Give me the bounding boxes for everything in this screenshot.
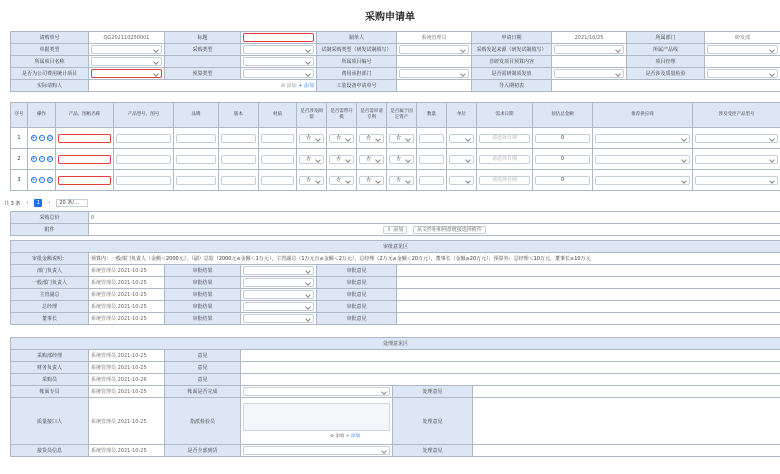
- item-input[interactable]: [221, 176, 256, 185]
- approval-row: [11, 301, 780, 313]
- approval-opinion-label: 审批意见: [317, 301, 397, 313]
- approval-row: [11, 277, 780, 289]
- pager-size-select[interactable]: 20 条/...: [56, 199, 87, 207]
- total-label: 采购总价: [11, 212, 89, 224]
- date-input[interactable]: 请选择日期: [479, 155, 530, 164]
- pager-page[interactable]: 1: [34, 199, 42, 207]
- item-yesno-select[interactable]: 否: [329, 134, 354, 143]
- approval-result-select[interactable]: [241, 265, 317, 277]
- process-no-field[interactable]: [397, 80, 472, 92]
- qty-input[interactable]: [419, 176, 444, 185]
- product-name-input[interactable]: [58, 155, 111, 164]
- item-yesno-select[interactable]: 否: [359, 134, 384, 143]
- header-label: 是否涉及质量检验: [627, 68, 705, 80]
- header-field: 研发部: [705, 32, 780, 44]
- column-header: 是否需带开模: [327, 103, 357, 128]
- approval-result-label: 审批结果: [165, 301, 241, 313]
- item-yesno-select[interactable]: 否: [359, 155, 384, 164]
- approval-opinion-label: 审批意见: [317, 265, 397, 277]
- import-label: 导入期初表: [472, 80, 552, 92]
- tax-opinion[interactable]: [473, 386, 780, 398]
- header-field[interactable]: [397, 44, 472, 56]
- column-header: 是否属于固定资产: [387, 103, 417, 128]
- tax-label: 帐面专员: [11, 386, 89, 398]
- header-label: [165, 56, 241, 68]
- page-title: 采购申请单: [365, 12, 415, 23]
- header-field: 系统管理员: [397, 32, 472, 44]
- upload-icon: ⇪: [387, 226, 392, 233]
- amount-cell[interactable]: [533, 170, 593, 191]
- header-label: 项目经理: [627, 56, 705, 68]
- unit-select[interactable]: [449, 176, 474, 185]
- item-select-cell[interactable]: [297, 149, 327, 170]
- item-input-cell[interactable]: [174, 149, 219, 170]
- header-field[interactable]: [89, 44, 165, 56]
- approval-role: 部门负责人: [11, 265, 89, 277]
- header-label: 试制采购类型（研发试制填写）: [317, 44, 397, 56]
- unit-cell[interactable]: [447, 170, 477, 191]
- qty-cell[interactable]: [417, 149, 447, 170]
- qty-input[interactable]: [419, 134, 444, 143]
- approval-rule-text: 预算内：一般部门负责人（金额＜2000元），（副）总监（2000元≤金额＜1万元），主管副总（1万元且≤金额＜2万元），总经理（2万元≤金额＜20万元），董事长（金额≥20万元）；预算外：总经理＜10万元，董事长≥10万元: [89, 253, 780, 265]
- item-yesno-select[interactable]: 否: [299, 176, 324, 185]
- header-select[interactable]: [243, 57, 314, 66]
- header-field[interactable]: [241, 68, 317, 80]
- processing-section-title: 处理意见区: [11, 338, 780, 350]
- remove-row-icon[interactable]: −: [39, 156, 44, 162]
- insp-who: 系统管理员 2021-10-25: [89, 445, 165, 457]
- column-header: 涉及受控产品型号: [693, 103, 780, 128]
- buyer-field[interactable]: ⊘ 添加 + 添加: [89, 80, 317, 92]
- approval-who: 系统管理员 2021-10-25: [89, 265, 165, 277]
- item-input[interactable]: [176, 176, 216, 185]
- header-label: 费用承担部门: [317, 68, 397, 80]
- header-label: 是否需研制项发放: [472, 68, 552, 80]
- import-field[interactable]: [552, 80, 780, 92]
- supplier-cell[interactable]: [593, 149, 693, 170]
- header-field[interactable]: [397, 68, 472, 80]
- buyer-add-link[interactable]: 添加: [286, 83, 297, 89]
- processing-key: 意见: [165, 362, 241, 374]
- item-input-cell[interactable]: [219, 149, 259, 170]
- header-select[interactable]: [399, 69, 469, 78]
- items-table: [10, 102, 780, 191]
- header-label: 预算类型: [165, 68, 241, 80]
- item-input[interactable]: [261, 155, 294, 164]
- supplier-select[interactable]: [595, 134, 690, 143]
- date-input[interactable]: 请选择日期: [479, 176, 530, 185]
- header-select[interactable]: [91, 57, 162, 66]
- model-select[interactable]: [695, 176, 778, 185]
- item-input-cell[interactable]: [219, 128, 259, 149]
- approval-result-label: 审批结果: [165, 313, 241, 325]
- processing-row: [11, 362, 780, 374]
- unit-select[interactable]: [449, 155, 474, 164]
- date-cell[interactable]: [477, 149, 533, 170]
- processing-role: 财务负责人: [11, 362, 89, 374]
- paperclip-icon: ⊘: [280, 83, 287, 89]
- processing-row: [11, 350, 780, 362]
- column-header: 序号: [11, 103, 28, 128]
- item-select-cell[interactable]: [327, 149, 357, 170]
- date-input[interactable]: 请选择日期: [479, 134, 530, 143]
- approval-section-title: 审批意见区: [11, 241, 780, 253]
- column-header: 是否需审请专利: [357, 103, 387, 128]
- approval-result-select[interactable]: [241, 301, 317, 313]
- header-label: 是否为公司费用统计项目: [11, 68, 89, 80]
- header-select[interactable]: [554, 69, 624, 78]
- remove-row-icon[interactable]: −: [39, 135, 44, 141]
- header-field[interactable]: [705, 68, 780, 80]
- approval-result-label: 审批结果: [165, 289, 241, 301]
- product-name-input[interactable]: [58, 176, 111, 185]
- item-input[interactable]: [116, 155, 171, 164]
- item-yesno-select[interactable]: 否: [299, 155, 324, 164]
- header-field[interactable]: [552, 44, 627, 56]
- pager-total: 共 3 条: [4, 200, 21, 207]
- approval-rule-label: 审批金额说明：: [11, 253, 89, 265]
- item-yesno-select[interactable]: 否: [329, 176, 354, 185]
- approval-who: 系统管理员 2021-10-25: [89, 277, 165, 289]
- item-input-cell[interactable]: [219, 170, 259, 191]
- tax-select[interactable]: [241, 386, 393, 398]
- approval-opinion-field[interactable]: [397, 301, 780, 313]
- product-name-cell[interactable]: [56, 170, 114, 191]
- item-yesno-select[interactable]: 否: [329, 155, 354, 164]
- copy-row-icon[interactable]: ⊙: [47, 135, 52, 141]
- header-label: 所属项目编号: [317, 56, 397, 68]
- item-select-cell[interactable]: [297, 128, 327, 149]
- tax-key: 帐面是否完成: [165, 386, 241, 398]
- recv-textarea[interactable]: [243, 403, 390, 431]
- item-input[interactable]: [221, 134, 256, 143]
- approval-opinion-field[interactable]: [397, 289, 780, 301]
- processing-table: [10, 337, 780, 457]
- amount-cell[interactable]: [533, 128, 593, 149]
- copy-row-icon[interactable]: ⊙: [47, 156, 52, 162]
- header-select[interactable]: [707, 69, 778, 78]
- item-select-cell[interactable]: [387, 149, 417, 170]
- pager: [0, 196, 780, 210]
- recv-who: 系统管理员 2021-10-25: [89, 398, 165, 445]
- qty-cell[interactable]: [417, 170, 447, 191]
- item-yesno-select[interactable]: 否: [359, 176, 384, 185]
- item-input[interactable]: [116, 176, 171, 185]
- header-field[interactable]: [705, 44, 780, 56]
- header-field[interactable]: [241, 32, 317, 44]
- approval-result-label: 审批结果: [165, 277, 241, 289]
- processing-key: 意见: [165, 374, 241, 386]
- recv-key: 指派检验员: [165, 398, 241, 445]
- approval-result-select[interactable]: [241, 289, 317, 301]
- copy-row-icon[interactable]: ⊙: [47, 177, 52, 183]
- pager-prev[interactable]: ‹: [26, 200, 29, 206]
- approval-table: [10, 240, 780, 325]
- header-form: [10, 31, 780, 92]
- approval-opinion-label: 审批意见: [317, 277, 397, 289]
- insp-opinion[interactable]: [473, 445, 780, 457]
- item-input[interactable]: [176, 155, 216, 164]
- header-label: 标题: [165, 32, 241, 44]
- supplier-cell[interactable]: [593, 170, 693, 191]
- attach-field: [89, 224, 780, 236]
- column-header: 数量: [417, 103, 447, 128]
- item-input[interactable]: [116, 134, 171, 143]
- processing-key: 意见: [165, 350, 241, 362]
- header-field[interactable]: [552, 68, 627, 80]
- add-row-icon[interactable]: +: [31, 135, 36, 141]
- item-input-cell[interactable]: [174, 128, 219, 149]
- insp-key: 是否全部到货: [165, 445, 241, 457]
- item-input-cell[interactable]: [259, 149, 297, 170]
- table-row: [11, 170, 780, 191]
- approval-opinion-field[interactable]: [397, 265, 780, 277]
- total-value: 0: [89, 212, 780, 224]
- item-input-cell[interactable]: [259, 170, 297, 191]
- processing-row: [11, 374, 780, 386]
- approval-result-label: 审批结果: [165, 265, 241, 277]
- item-select-cell[interactable]: [297, 170, 327, 191]
- table-row: [11, 149, 780, 170]
- item-select-cell[interactable]: [387, 170, 417, 191]
- model-cell[interactable]: [693, 170, 780, 191]
- add-row-icon[interactable]: +: [31, 156, 36, 162]
- column-header: 品牌: [174, 103, 219, 128]
- approval-role: 主管副总: [11, 289, 89, 301]
- item-select-cell[interactable]: [327, 128, 357, 149]
- column-header: 需求日期: [477, 103, 533, 128]
- recv-key2: 处理意见: [393, 398, 473, 445]
- column-header: 版本: [219, 103, 259, 128]
- model-select[interactable]: [695, 155, 778, 164]
- processing-opinion-field[interactable]: [241, 362, 780, 374]
- approval-opinion-label: 审批意见: [317, 289, 397, 301]
- column-header: 操作: [28, 103, 56, 128]
- row-no: 3: [11, 170, 28, 191]
- unit-select[interactable]: [449, 134, 474, 143]
- column-header: 产品、图纸名称: [56, 103, 114, 128]
- model-select[interactable]: [695, 134, 778, 143]
- item-yesno-select[interactable]: 否: [389, 134, 414, 143]
- product-name-cell[interactable]: [56, 128, 114, 149]
- processing-who: 系统管理员 2021-10-25: [89, 350, 165, 362]
- processing-who: 系统管理员 2021-10-25: [89, 362, 165, 374]
- add-row-icon[interactable]: +: [31, 177, 36, 183]
- item-input-cell[interactable]: [114, 170, 174, 191]
- header-select[interactable]: [707, 45, 778, 54]
- header-label: 采购发起来源（研发试制填写）: [472, 44, 552, 56]
- header-label: 所属产品线: [627, 44, 705, 56]
- unit-cell[interactable]: [447, 149, 477, 170]
- item-select-cell[interactable]: [357, 128, 387, 149]
- supplier-select[interactable]: [595, 176, 690, 185]
- item-input[interactable]: [176, 134, 216, 143]
- approval-who: 系统管理员 2021-10-25: [89, 313, 165, 325]
- header-field[interactable]: [241, 56, 317, 68]
- insp-label: 接货员信息: [11, 445, 89, 457]
- header-label: 制单人: [317, 32, 397, 44]
- amount-input[interactable]: 0: [535, 176, 590, 185]
- row-no: 2: [11, 149, 28, 170]
- table-row: [11, 128, 780, 149]
- item-input[interactable]: [221, 155, 256, 164]
- column-header: 推荐供应商: [593, 103, 693, 128]
- attach-label: 附件: [11, 224, 89, 236]
- header-label: 非研发项目预算内容: [472, 56, 552, 68]
- approval-role: 一般部门负责人: [11, 277, 89, 289]
- header-field: QG202110250001: [89, 32, 165, 44]
- header-label: 单据类型: [11, 44, 89, 56]
- row-ops: [28, 170, 56, 191]
- recv-add-link[interactable]: 添加: [335, 434, 345, 439]
- remove-row-icon[interactable]: −: [39, 177, 44, 183]
- buyer-label: 实际请购人: [11, 80, 89, 92]
- pager-next[interactable]: ›: [48, 200, 51, 206]
- model-cell[interactable]: [693, 128, 780, 149]
- row-ops: [28, 149, 56, 170]
- item-input[interactable]: [261, 176, 294, 185]
- tax-who: 系统管理员 2021-10-25: [89, 386, 165, 398]
- approval-opinion-label: 审批意见: [317, 313, 397, 325]
- amount-input[interactable]: 0: [535, 134, 590, 143]
- header-label: 所属部门: [627, 32, 705, 44]
- item-yesno-select[interactable]: 否: [389, 155, 414, 164]
- tax-key2: 处理意见: [393, 386, 473, 398]
- header-field[interactable]: [89, 56, 165, 68]
- item-input-cell[interactable]: [114, 128, 174, 149]
- item-input-cell[interactable]: [259, 128, 297, 149]
- header-field: [397, 56, 472, 68]
- process-no-label: 工装设备申请单号: [317, 80, 397, 92]
- recv-add-more-link[interactable]: 添加: [351, 434, 360, 439]
- header-select[interactable]: [243, 45, 314, 54]
- header-field: [705, 56, 780, 68]
- date-cell[interactable]: [477, 128, 533, 149]
- header-label: 申请日期: [472, 32, 552, 44]
- column-header: 单位: [447, 103, 477, 128]
- date-cell[interactable]: [477, 170, 533, 191]
- attach-upload-button[interactable]: ⇪ 添加: [383, 226, 407, 234]
- unit-cell[interactable]: [447, 128, 477, 149]
- row-no: 1: [11, 128, 28, 149]
- amount-input[interactable]: 0: [535, 155, 590, 164]
- header-select[interactable]: [554, 45, 624, 54]
- approval-who: 系统管理员 2021-10-25: [89, 301, 165, 313]
- approval-result-select[interactable]: [241, 313, 317, 325]
- paperclip-icon: ⊘: [330, 434, 336, 439]
- qty-cell[interactable]: [417, 128, 447, 149]
- item-yesno-select[interactable]: 否: [299, 134, 324, 143]
- approval-row: [11, 289, 780, 301]
- totals-table: [10, 211, 780, 236]
- insp-key2: 处理意见: [393, 445, 473, 457]
- buyer-add-more-link[interactable]: 添加: [303, 83, 314, 89]
- approval-role: 总经理: [11, 301, 89, 313]
- recv-label: 质量接口人: [11, 398, 89, 445]
- item-select-cell[interactable]: [357, 170, 387, 191]
- column-header: 产品型号、图号: [114, 103, 174, 128]
- processing-opinion-field[interactable]: [241, 374, 780, 386]
- header-select[interactable]: [91, 45, 162, 54]
- approval-row: [11, 265, 780, 277]
- item-select-cell[interactable]: [387, 128, 417, 149]
- attach-from-library-button[interactable]: 从文件柜和网盘链接选择附件: [413, 226, 486, 234]
- row-ops: [28, 128, 56, 149]
- model-cell[interactable]: [693, 149, 780, 170]
- approval-opinion-field[interactable]: [397, 313, 780, 325]
- product-name-input[interactable]: [58, 134, 111, 143]
- processing-role: 采购员: [11, 374, 89, 386]
- item-input-cell[interactable]: [174, 170, 219, 191]
- supplier-cell[interactable]: [593, 128, 693, 149]
- approval-result-select[interactable]: [241, 277, 317, 289]
- header-field: [552, 56, 627, 68]
- recv-area[interactable]: ⊘ 添加 + 添加: [241, 398, 393, 445]
- product-name-cell[interactable]: [56, 149, 114, 170]
- item-select-cell[interactable]: [357, 149, 387, 170]
- header-label: 采购类型: [165, 44, 241, 56]
- insp-select[interactable]: [241, 445, 393, 457]
- approval-role: 董事长: [11, 313, 89, 325]
- item-yesno-select[interactable]: 否: [389, 176, 414, 185]
- recv-opinion[interactable]: [473, 398, 780, 445]
- header-select[interactable]: [243, 69, 314, 78]
- header-field: 2021/10/25: [552, 32, 627, 44]
- item-select-cell[interactable]: [327, 170, 357, 191]
- header-select[interactable]: [91, 69, 162, 78]
- qty-input[interactable]: [419, 155, 444, 164]
- item-input-cell[interactable]: [114, 149, 174, 170]
- processing-opinion-field[interactable]: [241, 350, 780, 362]
- processing-who: 系统管理员 2021-10-26: [89, 374, 165, 386]
- column-header: 材质: [259, 103, 297, 128]
- approval-who: 系统管理员 2021-10-25: [89, 289, 165, 301]
- column-header: 预估总金额: [533, 103, 593, 128]
- header-field[interactable]: [241, 44, 317, 56]
- approval-row: [11, 313, 780, 325]
- amount-cell[interactable]: [533, 149, 593, 170]
- approval-opinion-field[interactable]: [397, 277, 780, 289]
- supplier-select[interactable]: [595, 155, 690, 164]
- header-label: 所属项目名称: [11, 56, 89, 68]
- header-label: 请购单号: [11, 32, 89, 44]
- item-input[interactable]: [261, 134, 294, 143]
- header-select[interactable]: [399, 45, 469, 54]
- header-field[interactable]: [89, 68, 165, 80]
- header-input[interactable]: [243, 33, 314, 42]
- processing-role: 采购部经理: [11, 350, 89, 362]
- column-header: 是否涉及阀债: [297, 103, 327, 128]
